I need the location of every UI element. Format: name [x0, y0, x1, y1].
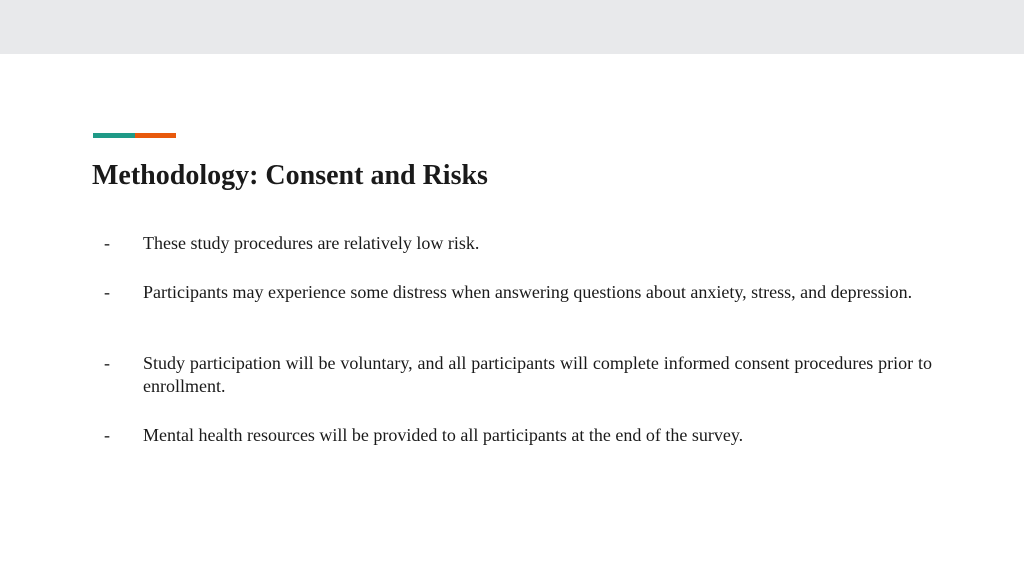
- bullet-marker: -: [104, 353, 110, 373]
- slide-title: Methodology: Consent and Risks: [92, 160, 488, 191]
- accent-bar-teal: [93, 133, 135, 138]
- bullet-item: [104, 424, 932, 447]
- bullet-item: [104, 352, 932, 398]
- bullet-item: [104, 281, 932, 304]
- bullet-text: Study participation will be voluntary, and all participants will complete informed consent procedures prior to enrollment.: [143, 353, 932, 396]
- bullet-text: These study procedures are relatively low risk.: [143, 233, 480, 253]
- bullet-marker: -: [104, 233, 110, 253]
- accent-bar-orange: [135, 133, 176, 138]
- bullet-item: [104, 232, 932, 255]
- bullet-text: Participants may experience some distress when answering questions about anxiety, stress, and depression.: [143, 282, 913, 302]
- top-bar: [0, 0, 1024, 54]
- bullet-marker: -: [104, 282, 110, 302]
- bullet-text: Mental health resources will be provided to all participants at the end of the survey.: [143, 425, 744, 445]
- bullet-marker: -: [104, 425, 110, 445]
